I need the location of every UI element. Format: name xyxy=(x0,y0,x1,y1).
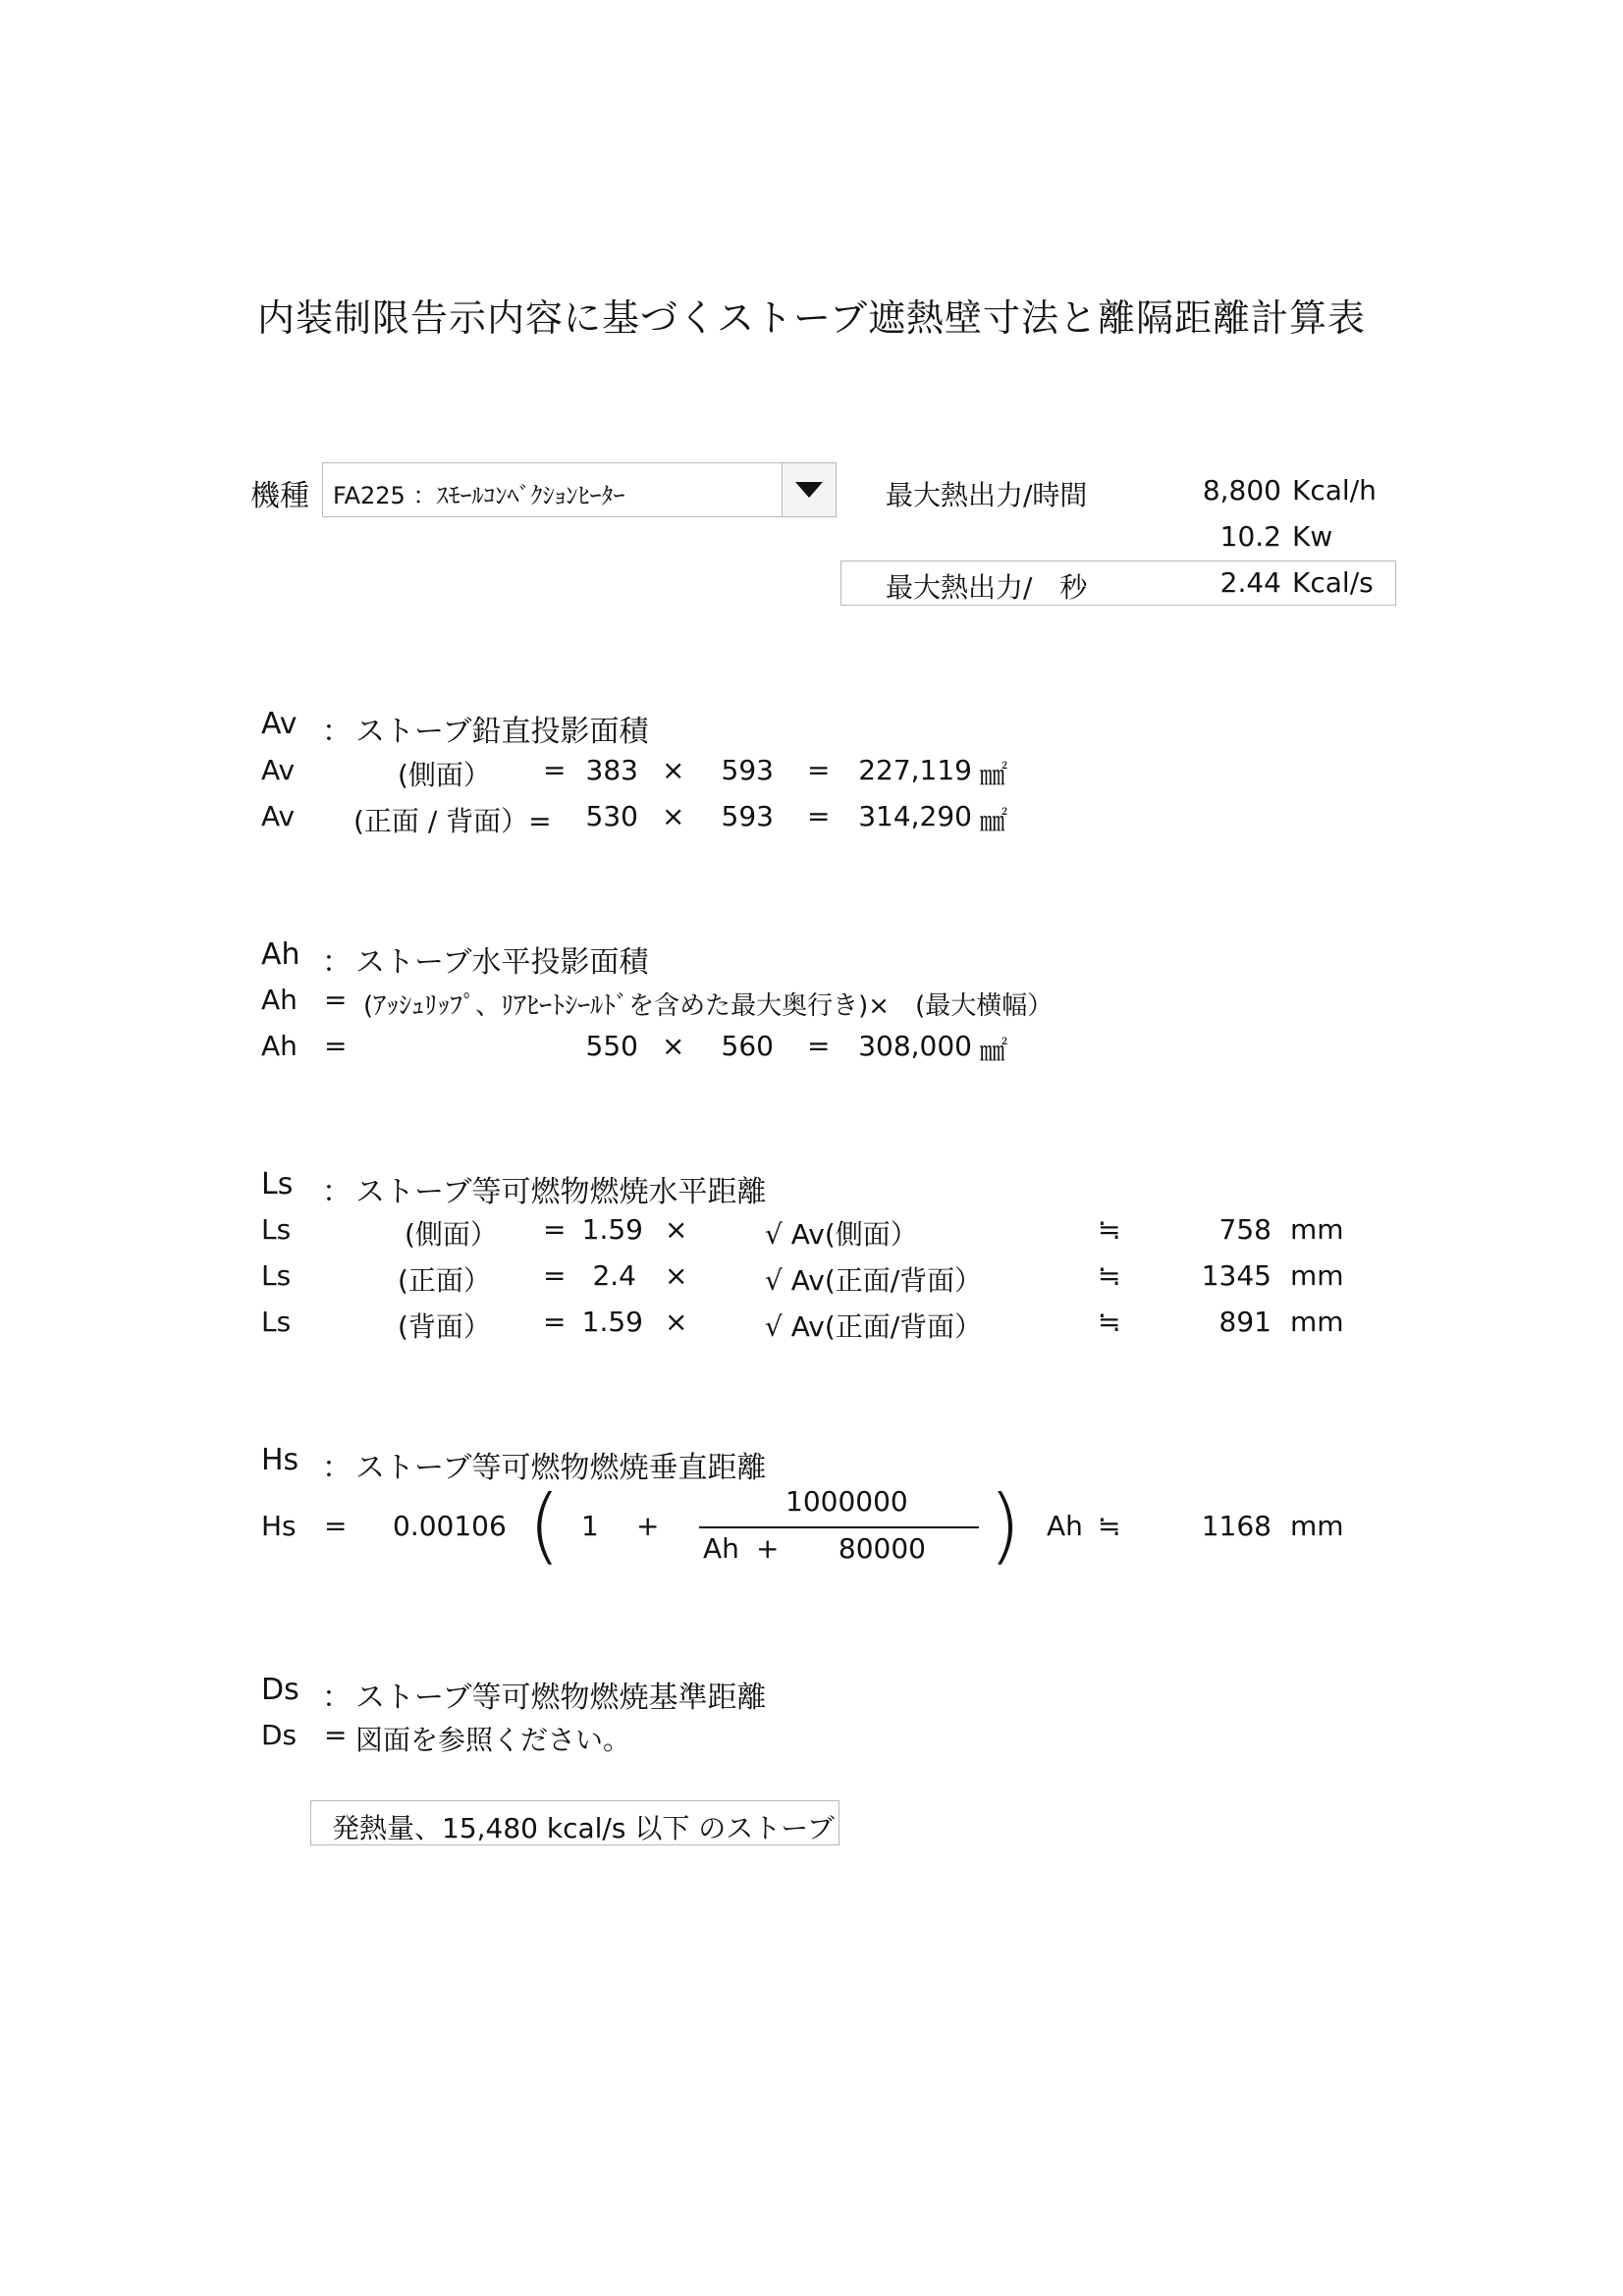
ls-row-coef: 2.4 xyxy=(592,1259,636,1292)
hs-approx: ≒ xyxy=(1098,1510,1121,1542)
hs-numerator: 1000000 xyxy=(785,1485,908,1518)
av-row-symbol: Av xyxy=(261,800,296,832)
ls-row-unit: mm xyxy=(1290,1306,1344,1338)
ah-heading-text: ストーブ水平投影面積 xyxy=(355,945,649,980)
ls-row-symbol: Ls xyxy=(261,1306,292,1338)
av-row-equals: = xyxy=(543,754,567,786)
hs-denominator-ah: Ah xyxy=(703,1532,739,1565)
ls-row-expression: √ Av(正面/背面） xyxy=(765,1264,983,1297)
condition-text: 発熱量、15,480 kcal/s 以下 のストーブ xyxy=(332,1812,835,1844)
ls-row-unit: mm xyxy=(1290,1259,1344,1292)
ds-text: 図面を参照ください。 xyxy=(355,1724,631,1756)
ah-calc-equals: = xyxy=(324,1030,348,1062)
ah-definition: (ｱｯｼｭﾘｯﾌﾟ、ﾘｱﾋｰﾄｼｰﾙﾄﾞを含めた最大奥行き)× (最大横幅） xyxy=(363,991,1054,1021)
ah-calc-b: 560 xyxy=(721,1030,774,1062)
av-row-a: 383 xyxy=(585,754,638,786)
page-title: 内装制限告示内容に基づくストーブ遮熱壁寸法と離隔距離計算表 xyxy=(256,296,1367,340)
hs-symbol: Hs xyxy=(261,1510,297,1542)
max-output-kw-unit: Kw xyxy=(1292,520,1333,553)
model-selected-value: FA225 ：ｽﾓｰﾙｺﾝﾍﾞｸｼｮﾝﾋｰﾀｰ xyxy=(333,482,625,509)
ls-row-times: × xyxy=(665,1213,688,1246)
hs-fraction-line xyxy=(699,1526,979,1528)
av-row-a: 530 xyxy=(585,800,638,832)
ah-calc-unit: ㎟ xyxy=(980,1035,1008,1067)
ah-calc-equals-2: = xyxy=(807,1030,831,1062)
ls-row-coef: 1.59 xyxy=(581,1306,643,1338)
chevron-down-icon xyxy=(795,480,823,500)
hs-denominator-plus: + xyxy=(756,1532,780,1565)
ls-row-times: × xyxy=(665,1306,688,1338)
av-heading-text: ストーブ鉛直投影面積 xyxy=(355,715,649,749)
ls-row-coef: 1.59 xyxy=(581,1213,643,1246)
ah-calc-result: 308,000 xyxy=(858,1030,972,1062)
av-row-times: × xyxy=(662,754,685,786)
dropdown-button[interactable] xyxy=(782,463,836,516)
av-row-label: (正面 / 背面）= xyxy=(353,805,552,837)
ls-row-equals: = xyxy=(543,1259,567,1292)
av-row-times: × xyxy=(662,800,685,832)
ah-def-symbol: Ah xyxy=(261,984,298,1016)
ls-row-label: (背面） xyxy=(398,1310,491,1343)
ls-row-times: × xyxy=(665,1259,688,1292)
av-row-b: 593 xyxy=(721,800,774,832)
av-row-unit: ㎟ xyxy=(980,759,1008,791)
hs-plus: + xyxy=(636,1510,660,1542)
av-row-result: 314,290 xyxy=(858,800,972,832)
ah-calc-a: 550 xyxy=(585,1030,638,1062)
ah-calc-symbol: Ah xyxy=(261,1030,298,1062)
max-output-second-value: 2.44 xyxy=(1219,566,1281,599)
ls-row-expression: √ Av(正面/背面） xyxy=(765,1310,983,1343)
av-row-symbol: Av xyxy=(261,754,296,786)
hs-coefficient: 0.00106 xyxy=(393,1510,507,1542)
av-row-label: (側面） xyxy=(398,759,491,791)
ls-row-result: 758 xyxy=(1218,1213,1271,1246)
av-row-result: 227,119 xyxy=(858,754,972,786)
max-output-hour-value: 8,800 xyxy=(1202,474,1281,507)
hs-ah: Ah xyxy=(1047,1510,1083,1542)
ls-row-result: 891 xyxy=(1218,1306,1271,1338)
ls-row-approx: ≒ xyxy=(1098,1213,1121,1246)
hs-denominator-const: 80000 xyxy=(838,1532,926,1565)
av-row-unit: ㎟ xyxy=(980,805,1008,837)
max-output-second-label: 最大熱出力/ 秒 xyxy=(886,571,1088,604)
ls-row-approx: ≒ xyxy=(1098,1259,1121,1292)
av-heading-symbol: Av xyxy=(261,707,298,741)
ah-def-equals: = xyxy=(324,984,348,1016)
max-output-hour-label: 最大熱出力/時間 xyxy=(886,479,1088,511)
hs-heading-text: ストーブ等可燃物燃焼垂直距離 xyxy=(355,1451,767,1485)
av-row-b: 593 xyxy=(721,754,774,786)
hs-unit: mm xyxy=(1290,1510,1344,1542)
ls-row-equals: = xyxy=(543,1213,567,1246)
max-output-second-unit: Kcal/s xyxy=(1292,566,1374,599)
hs-left-paren: ( xyxy=(528,1477,561,1574)
ls-row-label: (側面） xyxy=(405,1218,498,1251)
ds-heading-symbol: Ds xyxy=(261,1673,299,1707)
ls-row-expression: √ Av(側面） xyxy=(765,1218,918,1251)
ls-heading-symbol: Ls xyxy=(261,1167,294,1201)
ah-heading-symbol: Ah xyxy=(261,937,300,972)
hs-result: 1168 xyxy=(1201,1510,1271,1542)
ls-row-approx: ≒ xyxy=(1098,1306,1121,1338)
ah-calc-times: × xyxy=(662,1030,685,1062)
ls-row-result: 1345 xyxy=(1201,1259,1271,1292)
ds-equals: = xyxy=(324,1719,348,1751)
hs-heading-colon: ： xyxy=(322,1451,352,1485)
ls-row-equals: = xyxy=(543,1306,567,1338)
ah-heading-colon: ： xyxy=(322,945,352,980)
max-output-kw-value: 10.2 xyxy=(1219,520,1281,553)
hs-heading-symbol: Hs xyxy=(261,1443,299,1477)
ls-row-label: (正面） xyxy=(398,1264,491,1297)
ds-heading-colon: ： xyxy=(322,1681,352,1715)
hs-right-paren: ) xyxy=(989,1477,1021,1574)
ls-row-symbol: Ls xyxy=(261,1259,292,1292)
av-heading-colon: ： xyxy=(322,715,352,749)
ls-row-unit: mm xyxy=(1290,1213,1344,1246)
ds-symbol: Ds xyxy=(261,1719,298,1751)
av-row-equals-2: = xyxy=(807,754,831,786)
ls-heading-text: ストーブ等可燃物燃焼水平距離 xyxy=(355,1175,767,1209)
hs-one: 1 xyxy=(581,1510,599,1542)
model-select[interactable] xyxy=(322,462,837,517)
hs-equals: = xyxy=(324,1510,348,1542)
av-row-equals-2: = xyxy=(807,800,831,832)
ls-row-symbol: Ls xyxy=(261,1213,292,1246)
ls-heading-colon: ： xyxy=(322,1175,352,1209)
ds-heading-text: ストーブ等可燃物燃焼基準距離 xyxy=(355,1681,767,1715)
max-output-hour-unit: Kcal/h xyxy=(1292,474,1377,507)
model-label: 機種 xyxy=(250,479,309,513)
